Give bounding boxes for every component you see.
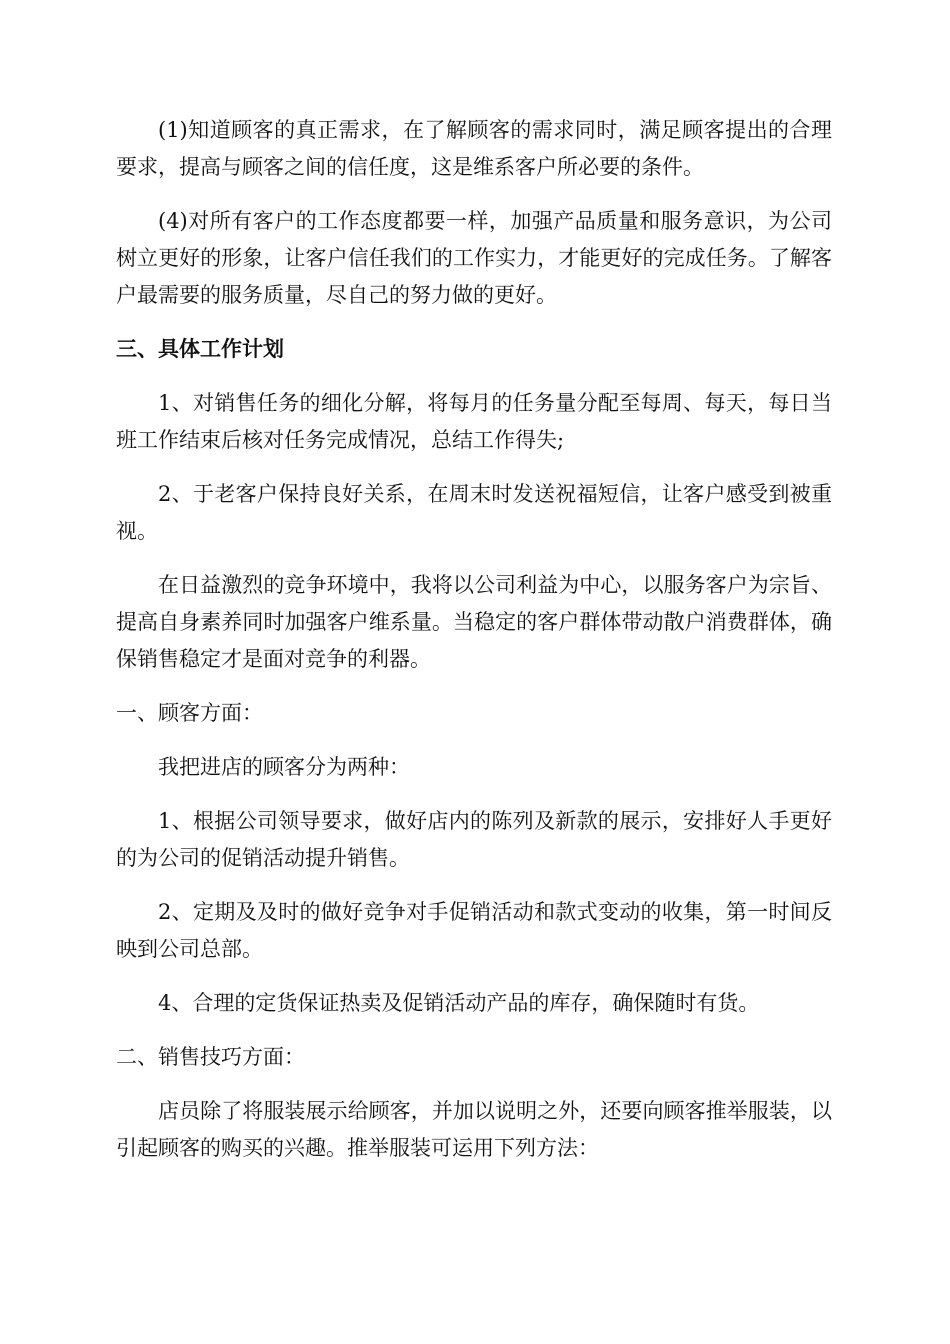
paragraph-7: 1、根据公司领导要求，做好店内的陈列及新款的展示，安排好人手更好的为公司的促销活动提升销售。 [116,809,832,870]
section-heading-work-plan: 三、具体工作计划 [116,337,284,361]
paragraph-9: 4、合理的定货保证热卖及促销活动产品的库存，确保随时有货。 [158,991,760,1015]
paragraph-2: (4)对所有客户的工作态度都要一样，加强产品质量和服务意识，为公司树立更好的形象，让客户信任我们的工作实力，才能更好的完成任务。了解客户最需要的服务质量，尽自己的努力做的更好。 [116,209,832,307]
subheading-sales-skills: 二、销售技巧方面： [116,1045,305,1069]
paragraph-8: 2、定期及及时的做好竞争对手促销活动和款式变动的收集，第一时间反映到公司总部。 [116,900,832,961]
subheading-customers: 一、顾客方面： [116,701,263,725]
paragraph-10: 店员除了将服装展示给顾客，并加以说明之外，还要向顾客推举服装，以引起顾客的购买的兴趣。推举服装可运用下列方法： [116,1099,832,1160]
paragraph-1: (1)知道顾客的真正需求，在了解顾客的需求同时，满足顾客提出的合理要求，提高与顾客之间的信任度，这是维系客户所必要的条件。 [116,118,832,179]
paragraph-3: 1、对销售任务的细化分解，将每月的任务量分配至每周、每天，每日当班工作结束后核对任务完成情况，总结工作得失; [116,391,832,452]
paragraph-5: 在日益激烈的竞争环境中，我将以公司利益为中心，以服务客户为宗旨、提高自身素养同时加强客户维系量。当稳定的客户群体带动散户消费群体，确保销售稳定才是面对竞争的利器。 [116,573,832,671]
paragraph-4: 2、于老客户保持良好关系，在周末时发送祝福短信，让客户感受到被重视。 [116,482,832,543]
document-body [116,112,832,1184]
paragraph-6: 我把进店的顾客分为两种： [158,755,410,779]
